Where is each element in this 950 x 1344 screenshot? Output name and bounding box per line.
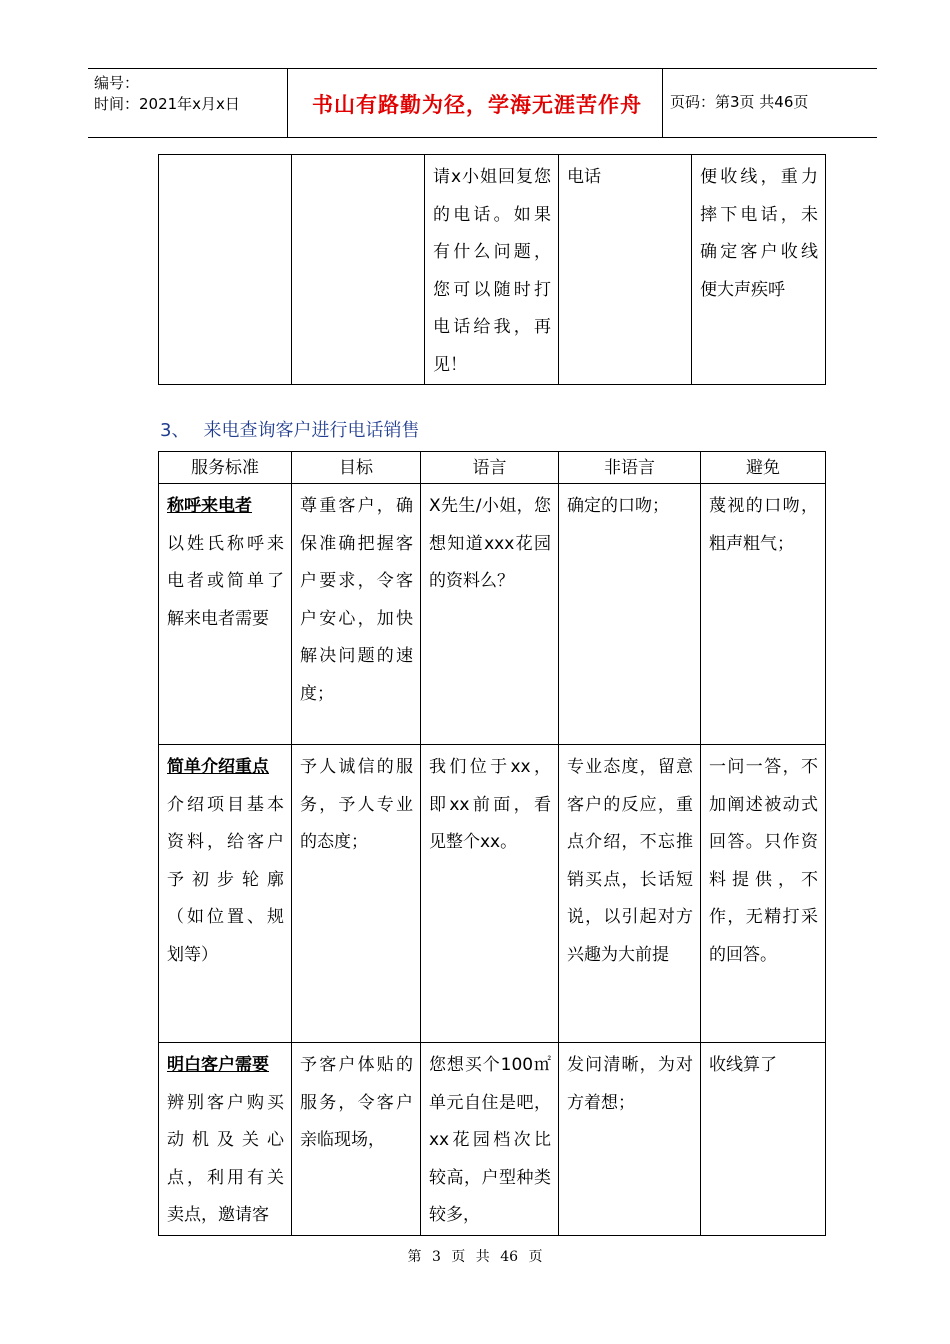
section-heading xyxy=(160,416,419,442)
table-cell xyxy=(292,155,425,385)
goal-cell: 尊重客户，确保准确把握客户要求，令客户安心，加快解决问题的速度； xyxy=(292,484,421,745)
table-header-row xyxy=(159,452,826,484)
avoid-cell: 收线算了 xyxy=(701,1043,826,1236)
column-header: 服务标准 xyxy=(159,452,292,484)
goal-cell: 予客户体贴的服务，令客户亲临现场， xyxy=(292,1043,421,1236)
table-row xyxy=(159,155,826,385)
standard-cell xyxy=(159,484,292,745)
goal-cell: 予人诚信的服务，予人专业的态度； xyxy=(292,745,421,1043)
page-header xyxy=(88,68,877,138)
standard-cell xyxy=(159,1043,292,1236)
header-page-info: 页码：第3页 共46页 xyxy=(670,93,809,111)
standard-title: 称呼来电者 xyxy=(167,496,252,516)
language-cell: X先生/小姐，您想知道xxx花园的资料么？ xyxy=(421,484,559,745)
avoid-cell: 蔑视的口吻，粗声粗气； xyxy=(701,484,826,745)
standard-title: 明白客户需要 xyxy=(167,1055,269,1075)
avoid-cell: 一问一答，不加阐述被动式回答。只作资料提供，不作，无精打采的回答。 xyxy=(701,745,826,1043)
header-motto: 书山有路勤为径，学海无涯苦作舟 xyxy=(312,92,642,117)
page-footer: 第 3 页 共 46 页 xyxy=(407,1249,543,1265)
standard-body: 辨别客户购买动机及关心点，利用有关卖点，邀请客 xyxy=(167,1092,284,1225)
column-header: 避免 xyxy=(701,452,826,484)
table-cell xyxy=(159,155,292,385)
column-header: 非语言 xyxy=(559,452,701,484)
continued-table xyxy=(158,154,826,385)
table-row xyxy=(159,484,826,745)
time-label: 时间：2021年x月x日 xyxy=(94,95,240,113)
standard-title: 简单介绍重点 xyxy=(167,757,269,777)
service-standard-table xyxy=(158,451,826,1236)
language-cell: 您想买个100㎡单元自住是吧，xx花园档次比较高，户型种类较多， xyxy=(421,1043,559,1236)
header-divider xyxy=(287,69,288,137)
standard-cell xyxy=(159,745,292,1043)
serial-label: 编号： xyxy=(94,74,140,92)
table-cell: 便收线，重力摔下电话，未确定客户收线便大声疾呼 xyxy=(692,155,826,385)
language-cell: 我们位于xx，即xx前面，看见整个xx。 xyxy=(421,745,559,1043)
column-header: 目标 xyxy=(292,452,421,484)
nonverbal-cell: 专业态度，留意客户的反应，重点介绍，不忘推销买点，长话短说，以引起对方兴趣为大前提 xyxy=(559,745,701,1043)
standard-body: 介绍项目基本资料，给客户予初步轮廓（如位置、规划等） xyxy=(167,794,284,965)
nonverbal-cell: 发问清晰，为对方着想； xyxy=(559,1043,701,1236)
nonverbal-cell: 确定的口吻； xyxy=(559,484,701,745)
table-cell: 电话 xyxy=(559,155,692,385)
column-header: 语言 xyxy=(421,452,559,484)
header-meta xyxy=(94,73,240,115)
table-row xyxy=(159,1043,826,1236)
table-cell: 请x小姐回复您的电话。如果有什么问题，您可以随时打电话给我，再见！ xyxy=(425,155,559,385)
section-number: 3、 xyxy=(160,420,190,441)
standard-body: 以姓氏称呼来电者或简单了解来电者需要 xyxy=(167,533,284,629)
section-title: 来电查询客户进行电话销售 xyxy=(203,420,420,441)
table-row xyxy=(159,745,826,1043)
